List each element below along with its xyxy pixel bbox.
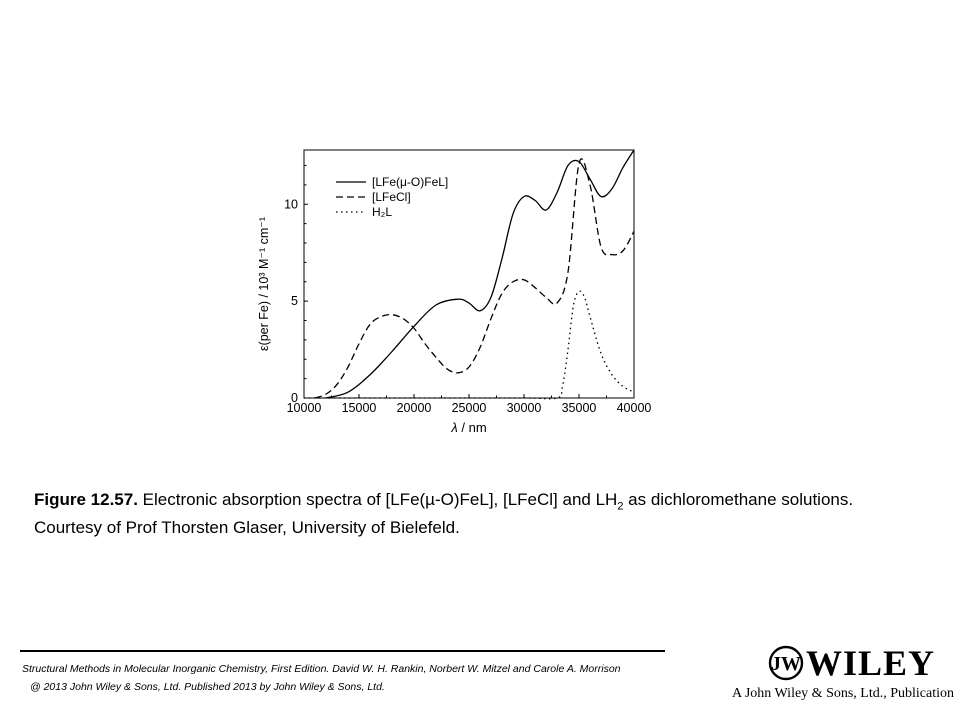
legend-label-2: [LFeCl] [372,190,411,204]
book-citation [22,660,742,696]
y-tick-label: 0 [291,391,298,405]
x-axis-label [450,420,486,435]
legend-label-3: H₂L [372,205,392,219]
y-axis-label: ε(per Fe) / 10³ M⁻¹ cm⁻¹ [257,216,271,352]
figure-caption [34,489,934,539]
y-tick-label: 10 [284,197,298,212]
citation-line-2: @ 2013 John Wiley & Sons, Ltd. Published 2013 by John Wiley & Sons, Ltd. [30,681,385,693]
publisher-logo-block [730,643,955,705]
footer-divider [20,650,665,652]
x-tick-label: 10000 [286,401,322,415]
x-tick-label: 40000 [616,401,652,415]
publisher-tagline: A John Wiley & Sons, Ltd., Publication [732,686,955,701]
x-axis-unit: / nm [457,420,487,435]
x-tick-label: 30000 [506,401,542,415]
caption-text-a: Electronic absorption spectra of [LFe(µ-O)FeL], [LFeCl] and LH [137,490,618,509]
x-tick-label: 25000 [451,401,487,415]
legend-label-1: [LFe(μ-O)FeL] [372,175,449,189]
wiley-wordmark: WILEY [806,643,936,683]
wiley-emblem-icon [768,645,804,681]
series-line-2 [315,159,634,398]
series-line-3 [304,291,634,399]
caption-subscript: 2 [617,500,624,513]
caption-label: Figure 12.57. [34,490,138,509]
absorption-chart [240,140,660,450]
caption-text-b: as dichloromethane solutions. [623,490,854,509]
x-tick-label: 15000 [341,401,377,415]
plot-area [257,150,651,435]
x-axis-symbol: λ [451,420,458,435]
plot-frame [304,150,634,398]
x-tick-label: 20000 [396,401,432,415]
caption-line-2: Courtesy of Prof Thorsten Glaser, University of Bielefeld. [34,518,460,538]
x-tick-label: 35000 [561,401,597,415]
y-tick-label: 5 [291,294,298,309]
citation-line-1: Structural Methods in Molecular Inorganic Chemistry, First Edition. David W. H. Rankin, Norbert W. Mitzel and Carole A. Morrison [22,663,621,675]
svg-text:JW: JW [771,653,801,675]
